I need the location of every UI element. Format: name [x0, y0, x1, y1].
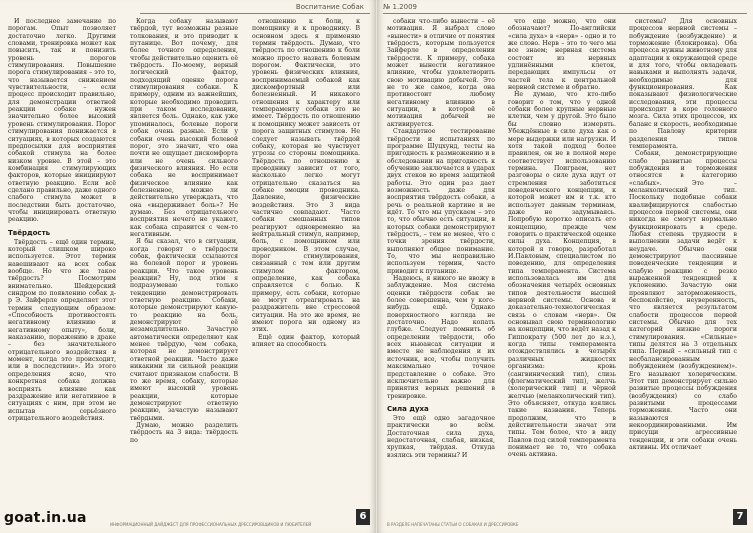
paragraph: Не думаю, что кто-либо говорит о том, что у одной собаки более крупные нервные клетки, чем у другой. Это было бы словно измерять. Убеждённые в силе духа как о мере выдержки или нагрузки. И хотя такой подход более правилен, он не в полной мере соответствует использованию термина. Поиграем, нет разговоры о силе духа идут от стремления заботиться поведенческого концепции, к которой может им и т.к. кто использует данным терминам, даже не задумываясь. Попробую коротко описать его концепцию, прежде чем говорить о практической оценке силы духа. Концепция, в которой я говорю, разработал И.Павловым, специалистом по поведению, для определения типа темперамента. Система использовалась им для обозначения четырёх основных типов деятельности высшей нервной системы. Основа и доказательно-технологическая связь о словам «нерв». Он основывал свою терминологию на концепции, что ведёт назад к Гиппократу (500 лет до н.э.), когда типы темперамента отождествлялись в четырёх различных жидкостях организма: кровь (сангвинический тип), слизь (флегматический тип), желчь (холерический тип) и чёрной желчью (меланхолический тип). Это объясняет, откуда взялись такие названия. Теперь продолжим, что в действительности значат эти типы. Тем более, что в виду Павлов под силой темперамента понимает не то, что собака очень активна.: [508, 91, 616, 459]
paragraph: Это ещё одно загадочное практически во всём. Достаточная сила духа, недостаточная, слабая, низкая, хрупкая, твёрдая. Откуда взялись эти термины? И: [387, 414, 495, 459]
page-number-left: 6: [356, 509, 370, 525]
column-2: [130, 18, 238, 504]
paragraph: собаки что-либо вынести – её мотивация. Я выбрал слово «вынести» в отличие от понятия твёрдость, которым пользуется Зайферле в определении твёрдости. К примеру, собака может вынести негативное влияние, чтобы удовлетворить свою мотивацию добычей. Это не то же самое, когда она противостоит любому негативному влиянию в ситуации, в которой её мотивация добычей не активируется.: [387, 18, 495, 128]
paragraph: Надеюсь, я никого не ввожу в заблуждение. Моя система оценки твёрдости собак не более совершенна, чем у кого-нибудь ещё. Однако поверхностного взгляда не достаточно. Надо копать глубже. Следует помнить об определении твёрдости, обо всех ньюансах ситуации и вместе не наблюдения и их источник, все, чтобы получить максимально точное представление о собаке. Это исключительно важно для принятия верных решений в тренировке.: [387, 275, 495, 400]
paragraph: И последнее замечание по порогам. Опыт позволяет достаточно легко. Другими словами, тренировка может как повысить, так и понизить уровень порогов стимулирования. Повышение порога стимулирования – это то, что называется снижением чувствительности, – если процесс происходит правильно, для демонстрации ответной реакции собаке нужен значительно более высокий уровень стимулирования. Порог стимулирования понижается в ситуациях, в которых создаются предпосылки для восприятия собакой стимула на более низком уровне. В этой – это комбинация стимулирующих факторов, которые инициируют ответную реакцию. Если всё сделано правильно, даже одного слабого стимула может в последствии быть достаточно, чтобы инициировать ответную реакцию.: [8, 18, 116, 224]
footer-left: ИНФОРМАЦИОННЫЙ ДАЙДЖЕСТ ДЛЯ ПРОФЕССИОНАЛЬНЫХ ДРЕССИРОВЩИКОВ И ЛЮБИТЕЛЕЙ: [110, 522, 312, 527]
right-page: [377, 0, 753, 533]
page-number-right: 7: [733, 509, 747, 525]
paragraph: Собаки, демонстрирующие слабо развитые процессы побуждения и торможения относятся в категорию «слабых». Это – меланхолический тип. Поскольку подобные собаки квалифицируются слабостью процессов первой системы, они никогда не смогут нормально функционировать в среде. Любая степень трудности в выполнении задачи ведёт к неудаче. Обычно они демонстрируют пассивные поведенческие тенденции и слабую реакцию с резко выраженной тенденцией к уклонению. Зачастую они проявляют заторможенность, беспокойство, неуверенность, что является результатом слабости процессов первой системы. Обычно для тех категорий низкие пороги стимулирования. «Сильные» типы делятся на 3 отдельных типа. Первый – «сильный тип с несбалансированным побуждением (возбуждением)». Его называют холерическим. Этот тип демонстрирует сильно развитые процессы побуждения (возбуждения) со слабо развитыми процессами торможения. Часто они называются некоординированными. Им присущи агрессивные тенденции, и эти собаки очень активны. Их отличает: [629, 150, 737, 451]
paragraph: Стандартное тестирование твёрдости и испытаниях по программе Шуцхунд, тесты на пригодность к размножению и в обследовании на пригодность к обучению заключается в ударах двух стеков во время защитной работы. Это один раз дает возможность даже для восприятия твёрдость собаки, а речь о реальной картине и не идёт. То что мы упускаем – это то, что обычно есть ситуации, в которых собаки демонстрируют твёрдость, – тем не менее, что с точки зрения твёрдости, выполняют общее понимание. То, что мы неправильно используем термин, часто приводит к путанице.: [387, 128, 495, 275]
paragraph: Я бы сказал, что в ситуации, когда говорят о твёрдости собак, фактически ссылаются на болевой порог и уровень реакции. Что такое уровень реакции? Ну, под этим я подразумеваю только тенденцию демонстрировать ответную реакцию. Собаки, которые демонстрируют какую-то реакцию на боль, демонстрируют её незамедлительно. Зачастую автоматически определяют как менее твёрдую, чем собака, которая не демонстрирует ответной реакции. Часто даже никакими ли сильной реакции считают признаком слабости. В то же время, собаку, которые имеют высокий уровень реакции, которые демонстрируют ответную реакцию, зачастую называют твёрдыми.: [130, 238, 238, 422]
paragraph: Когда собаку называют твёрдой, тут возможны разные толкования, и это приводит к путанице. Вот почему, для более точного определения, чтобы действительно оценить её твёрдость. По-моему, верный логический фактор, подходящий оценке порога стимулирования собаки. К примеру, одним из важнейших, которые необходимо проводить при таком исследовании, является боль. Однако, как уже упоминалось, болевые пороги собак очень разные. Если у собаки очень высокий болевой порог, это значит, что она почти не ощущает дискомфорта или не очень сильного физического влияния. Но если собака не воспринимает физическое влияние как болезненное, можно ли действительно утверждать, что она «выдерживает боль»? Не думаю. Без отрицательного восприятия нечего не укажет, как собака справится с чем-то негативным.: [130, 18, 238, 238]
column-1: [8, 18, 116, 504]
paragraph: Думаю, можно разделить твёрдость на 3 вида: твёрдость по: [130, 421, 238, 444]
left-page: [0, 0, 376, 533]
paragraph: системы? Для основных процессов нервной системы – побуждение (возбуждение) и торможение (блокировка). Оба процесса нужны животному для адаптации к окружающей среде и для того, чтобы овладевать навыками и выполнять задачи, необходимые для функционирования. Как показывают физиологические исследования, эти процессы происходят в коре головного мозга. Сила этих процессов, их баланс и скорость, необходимые по Павлову критерии разделения типов темперамента.: [629, 18, 737, 150]
running-header-right: № 1.2009: [383, 2, 747, 14]
section-heading: Сила духа: [387, 404, 429, 413]
column-5: [508, 18, 616, 504]
column-4: [387, 18, 495, 504]
site-watermark: goat.in.ua: [4, 510, 87, 526]
paragraph: что еще можно, что они обозначают? По-английски «сила духа» в «нерв» - одно и то же слово. Нерв – это то чего мы все знаем; нервная система состоит из нервных удлинёнными клеток, передающих импульсы от частей тела к центральной нервной системе и обратно.: [508, 18, 616, 92]
paragraph: Твёрдость – ещё один термин, который слишком широко используется. Этот термин навешивают на всех собак вообще. Но что же такое твёрдость? Посмотрим внимательно. Шейдерский синдром по появлению собак д-р Э. Зайферле определяет этот термин следующим образом: «Способность противостоять негативному влиянию и негативному опыту», боли, наказанию, поражению в драке – без значительного отрицательного воздействия в момент, когда это происходит, или в последствии». Из этого определения ясно, что конкретная собака должна восприять влияние как раздражение или негативное в ситуациях с ним, при этом не испытав серьёзного отрицательного воздействия.: [8, 238, 116, 422]
running-header-left: Воспитание Собак: [140, 2, 370, 14]
paragraph: Ещё один фактор, который влияет на способность: [252, 333, 360, 349]
section-heading: Твёрдость: [8, 228, 51, 237]
paragraph: отношению к боли, к помощнику и к проводнику. В основном здесь я применяю термин твёрдость. Думаю, что твёрдость по отношению к боли можно просто назвать болевым порогом. Фактически, это уровень физических влияния, воспринимаемый собакой как дискомфортный или болезненный. И никакого отношения к характеру или темпераменту собаки это не имеет. Твёрдость по отношению к помощнику может зависеть от порога защитных стимулов. Не следует называть твёрдой собаку, которая не чувствует угрозы со стороны помощника. Твёрдость по отношению к проводнику зависит от того, насколько легко могут отрицательно сказаться на собаке эмоции проводника. Давление, физические воздействия. Это 3 вида частично совпадают. Часто собаки смешанных типов реагируют одновременно на нейтральный стимул, например, боль, с помощником или проводником. В этом случае, порог стимулирования, связанный с тем или другим стимулом фактором, определение, как собака справляется с болью. К примеру, есть собаки, которые не могут отреагировать на раздражитель вне стрессовой ситуации. На это же время, не имеют порога ни одному из этих.: [252, 18, 360, 334]
footer-right: В РАЗДЕЛЕ НАПЕЧАТАНЫ СТАТЬИ О СОБАКАХ И ДРЕССИРОВКЕ: [387, 522, 519, 527]
column-3: [252, 18, 360, 504]
column-6: [629, 18, 737, 504]
